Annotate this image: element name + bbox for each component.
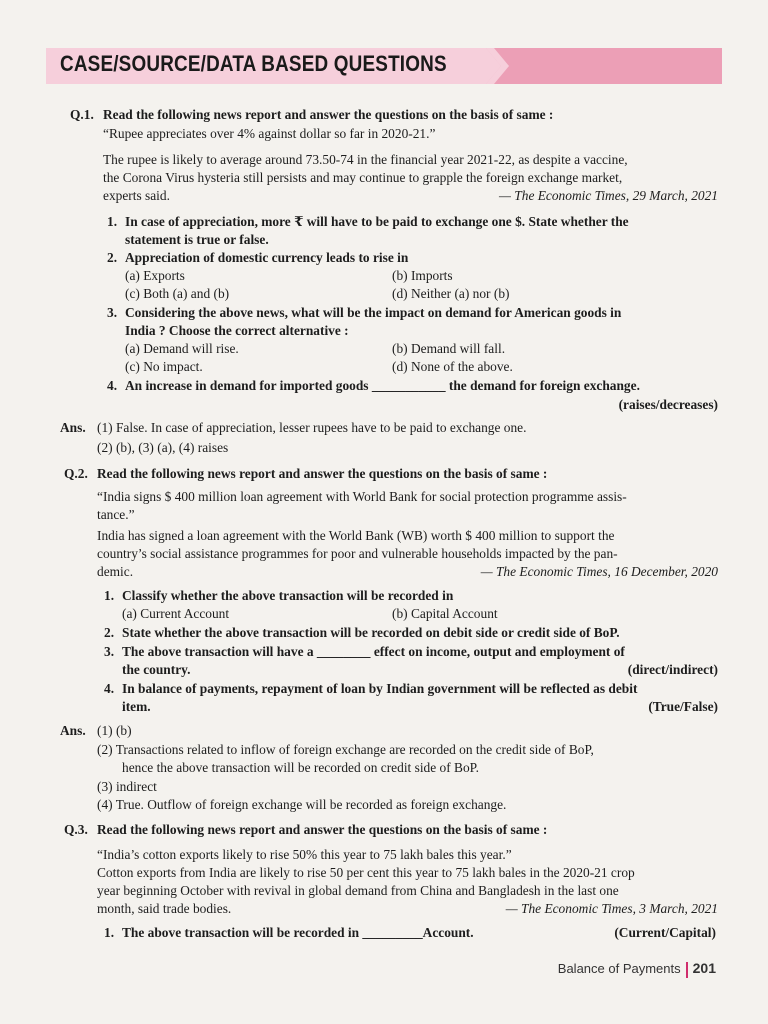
section-banner [46,48,722,84]
text-line: 4. [107,378,118,393]
text-line: Ans. [60,420,86,435]
text-line: Considering the above news, what will be the impact on demand for American goods in [125,305,622,320]
text-line: item. [122,699,151,714]
text-line: Classify whether the above transaction will be recorded in [122,588,454,603]
footer-separator [686,962,688,978]
text-line: “India’s cotton exports likely to rise 50% this year to 75 lakh bales this year.” [97,847,512,862]
text-line: (c) Both (a) and (b) [125,286,230,301]
text-line: 1. [104,588,115,603]
source-citation: — The Economic Times, 16 December, 2020 [480,564,718,579]
text-line: In balance of payments, repayment of loan by Indian government will be reflected as debit [122,681,638,696]
text-line: the country. [122,662,191,677]
text-line: The rupee is likely to average around 73.50-74 in the financial year 2021-22, as despite a vaccine, [103,152,628,167]
text-line: “Rupee appreciates over 4% against dollar so far in 2020-21.” [103,126,436,141]
text-line: State whether the above transaction will be recorded on debit side or credit side of BoP. [122,625,620,640]
text-line: “India signs $ 400 million loan agreement with World Bank for social protection programme assis- [97,489,627,504]
text-line: (b) Imports [392,268,453,283]
text-line: (2) (b), (3) (a), (4) raises [97,440,229,455]
text-line: India has signed a loan agreement with the World Bank (WB) worth $ 400 million to support the [97,528,615,543]
text-line: 3. [104,644,115,659]
text-line: country’s social assistance programmes for poor and vulnerable households impacted by the pan- [97,546,618,561]
page-title: CASE/SOURCE/DATA BASED QUESTIONS [60,51,447,76]
text-line: (1) False. In case of appreciation, lesser rupees have to be paid to exchange one. [97,420,527,435]
text-line: demic. [97,564,134,579]
answer-options: (raises/decreases) [618,397,718,412]
text-line: Q.2. [64,466,88,481]
page-number: 201 [692,960,716,976]
text-line: (3) indirect [97,779,157,794]
text-line: Ans. [60,723,86,738]
text-line: (d) Neither (a) nor (b) [392,286,510,301]
source-citation: — The Economic Times, 3 March, 2021 [505,901,718,916]
text-line: tance.” [97,507,135,522]
text-line: (d) None of the above. [392,359,513,374]
source-citation: — The Economic Times, 29 March, 2021 [499,188,718,203]
text-line: The above transaction will have a ________ effect on income, output and employment of [122,644,625,659]
text-line: (c) No impact. [125,359,203,374]
text-line: statement is true or false. [125,232,269,247]
text-line: In case of appreciation, more ₹ will have to be paid to exchange one $. State whether the [125,214,629,229]
text-line: Read the following news report and answer the questions on the basis of same : [97,466,548,481]
text-line: 1. [107,214,118,229]
text-line: hence the above transaction will be recorded on credit side of BoP. [122,760,479,775]
text-line: (b) Demand will fall. [392,341,506,356]
text-line: An increase in demand for imported goods ___________ the demand for foreign exchange. [125,378,640,393]
text-line: 2. [104,625,115,640]
answer-options: (direct/indirect) [627,662,718,677]
text-line: Read the following news report and answer the questions on the basis of same : [97,822,548,837]
text-line: (a) Current Account [122,606,230,621]
text-line: (a) Demand will rise. [125,341,239,356]
text-line: (a) Exports [125,268,185,283]
text-line: (b) Capital Account [392,606,498,621]
text-line: 2. [107,250,118,265]
text-line: (1) (b) [97,723,132,738]
text-line: month, said trade bodies. [97,901,232,916]
text-line: Q.1. [70,107,94,122]
text-line: The above transaction will be recorded in _________Account. [122,925,474,940]
text-line: year beginning October with revival in global demand from China and Bangladesh in the last one [97,883,619,898]
text-line: 4. [104,681,115,696]
text-line: the Corona Virus hysteria still persists and may continue to grapple the foreign exchange market, [103,170,623,185]
text-line: Read the following news report and answer the questions on the basis of same : [103,107,554,122]
chapter-name: Balance of Payments [557,961,681,976]
text-line: 1. [104,925,115,940]
text-line: (4) True. Outflow of foreign exchange will be recorded as foreign exchange. [97,797,507,812]
text-line: Q.3. [64,822,88,837]
text-line: India ? Choose the correct alternative : [125,323,349,338]
text-line: (2) Transactions related to inflow of foreign exchange are recorded on the credit side of BoP, [97,742,594,757]
answer-options: (Current/Capital) [614,925,716,940]
text-line: 3. [107,305,118,320]
answer-options: (True/False) [648,699,718,714]
text-line: Cotton exports from India are likely to rise 50 per cent this year to 75 lakh bales in the 2020-21 crop [97,865,635,880]
page-footer [558,960,716,978]
text-line: Appreciation of domestic currency leads to rise in [125,250,409,265]
text-line: experts said. [103,188,170,203]
